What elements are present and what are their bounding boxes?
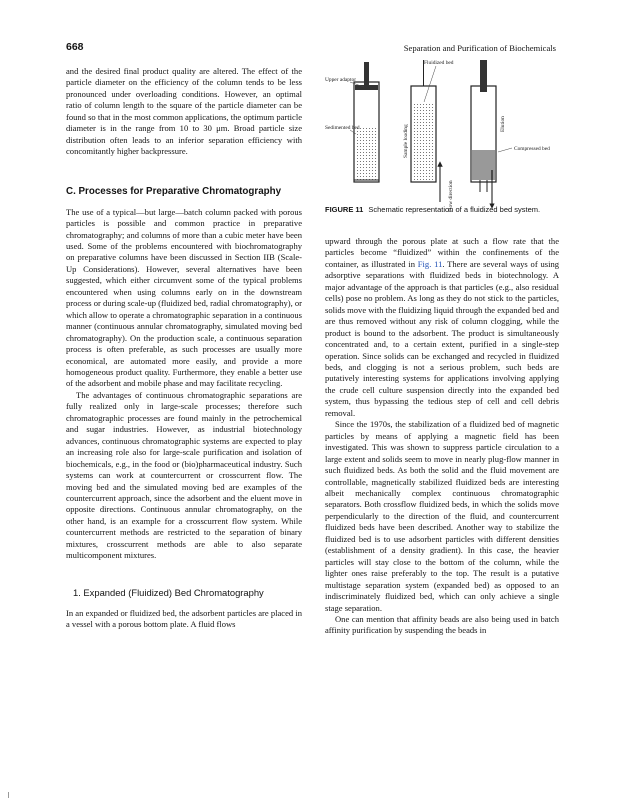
subsection-heading-1: 1. Expanded (Fluidized) Bed Chromatography	[73, 586, 264, 598]
paragraph-r1-start: upward through the porous plate at such a flow rate that the particles become “fluidized” within the confinements of the container, as illustrated in	[325, 236, 559, 269]
label-flow-direction: Flow direction	[448, 180, 454, 212]
figure-caption-text: Schematic representation of a fluidized bed system.	[368, 205, 541, 214]
section-heading-c: C. Processes for Preparative Chromatography	[66, 185, 282, 197]
figure-caption	[325, 205, 540, 214]
right-column	[325, 236, 559, 637]
label-sedimented-bed: Sedimented bed	[325, 125, 360, 131]
page-edge-mark	[8, 792, 9, 798]
label-compressed-bed: Compressed bed	[514, 146, 550, 152]
page-number: 668	[66, 41, 84, 53]
paragraph-r2: Since the 1970s, the stabilization of a fluidized bed of magnetic particles by means of applying a magnetic field has been investigated. This was shown to suppress particle circulation to a large extent and solids seem to move in nearly plug-flow manner in such fluidized beds. As both the solid and the fluid movement are controllable, magnetically stabilized fluidized beds are interesting albeit mechanically complex continuous chromatographic separators. Both crossflow fluidized beds, in which the solids move perpendicularly to the direction of the fluid, and countercurrent fluidized beds have been described. Another way to stabilize the fluidized bed is to use adsorbent particles with different densities (establishment of a density gradient). In this case, the heavier particles will stay close to the bottom of the column, while the lighter ones raise preferably to the top. The result is a putative multistage separation system (expanded bed) as opposed to an indiscriminately fluidized bed, which can only achieve a single stage separation.	[325, 419, 559, 613]
left-column	[66, 66, 302, 631]
column-sedimented	[354, 62, 379, 182]
paragraph-1a: In an expanded or fluidized bed, the adsorbent particles are placed in a vessel with a porous bottom plate. A fluid flows	[66, 607, 302, 630]
paragraph-r1-end: . There are several ways of using adsorptive separations with fluidized beds in biotechnology. A major advantage of the approach is that particles (e.g., also residual cells) pose no problem. As long as they do not stick to the particles, solids move with the fluidizing liquid through the expanded bed and are thus removed without any risk of column clogging, while the product is bound to the adsorbent. The product is simultaneously concentrated and, to a certain extent, purified in a single-step operation. Since solids can be exchanged and recycled in fluidized beds, and clogging is not a serious problem, such beds are putatively interesting systems for applications involving applying the crude cell culture suspension directly into the expanded bed system, thus bypassing the tedious step of cell and cell debris removal.	[325, 258, 560, 418]
figure-caption-label: FIGURE 11	[325, 205, 364, 214]
paragraph-r1	[325, 236, 559, 419]
label-elution: Elution	[500, 116, 506, 132]
figure-11-link[interactable]: Fig. 11	[417, 258, 443, 269]
column-sample-loading	[411, 60, 436, 182]
label-upper-adaptor: Upper adaptor	[325, 77, 356, 83]
fluidized-bed-schematic	[320, 52, 560, 212]
paragraph-r3: One can mention that affinity beads are also being used in batch affinity purification by suspending the beads in	[325, 613, 559, 636]
paragraph-c1: The use of a typical—but large—batch column packed with porous particles is possible and common practice in preparative chromatography; and columns of more than a cubic meter have been used. Some of the problems encountered with biochromatography on preparative columns have been discussed in Section IIB (Scale-Up Considerations). However, several alternatives have been suggested, which either circumvent some of the typical problems encountered when using columns early on in the downstream process or during scale-up (fluidized bed, radial chromatography), or which allow to operate a chromatographic separation in a continuous manner (continuous annular chromatography, simulated moving bed chromatography). On the production scale, a continuous separation process is often preferable, as such processes are usually more economical, are automated more easily, and provide a more homogeneous product quality. Furthermore, they enable a better use of the adsorbent and mobile phase and may facilitate recycling.	[66, 206, 302, 389]
label-fluidized-bed: Fluidized bed	[424, 60, 454, 66]
label-sample-loading: Sample loading	[403, 124, 409, 158]
paragraph-c2: The advantages of continuous chromatographic separations are fully realized only in large-scale processes; therefore such chromatographic processes are found mainly in the petrochemical and sugar industries. However, as industrial biotechnology advances, continuous chromatographic systems are expected to play an increasing role also for large-scale purification and isolation of biochemicals, e.g., in the food or (bio)pharmaceutical industry. Such systems can work at countercurrent or crosscurrent flow. The moving bed and the simulated moving bed are examples of the countercurrent approach, since the adsorbent and the eluent move in opposite directions. Continuous annular chromatography, on the other hand, is an example for a crosscurrent flow system. While countercurrent methods are restricted to the separation of binary mixtures, crosscurrent methods are able to also separate multicomponent mixtures.	[66, 389, 302, 561]
running-title: Separation and Purification of Biochemicals	[403, 43, 556, 53]
paragraph-intro: and the desired final product quality are altered. The effect of the particle diameter on the efficiency of the column tends to be less pronounced under overloading conditions. However, an optimal ratio of column length to the square of the particle diameter can be found so that in the most common applications, the optimum particle diameter is in the range from 10 to 30 μm. Broad particle size distribution often leads to an inferior separation efficiency with concomitantly higher backpressure.	[66, 66, 302, 157]
figure-fluidized-bed	[320, 52, 560, 212]
